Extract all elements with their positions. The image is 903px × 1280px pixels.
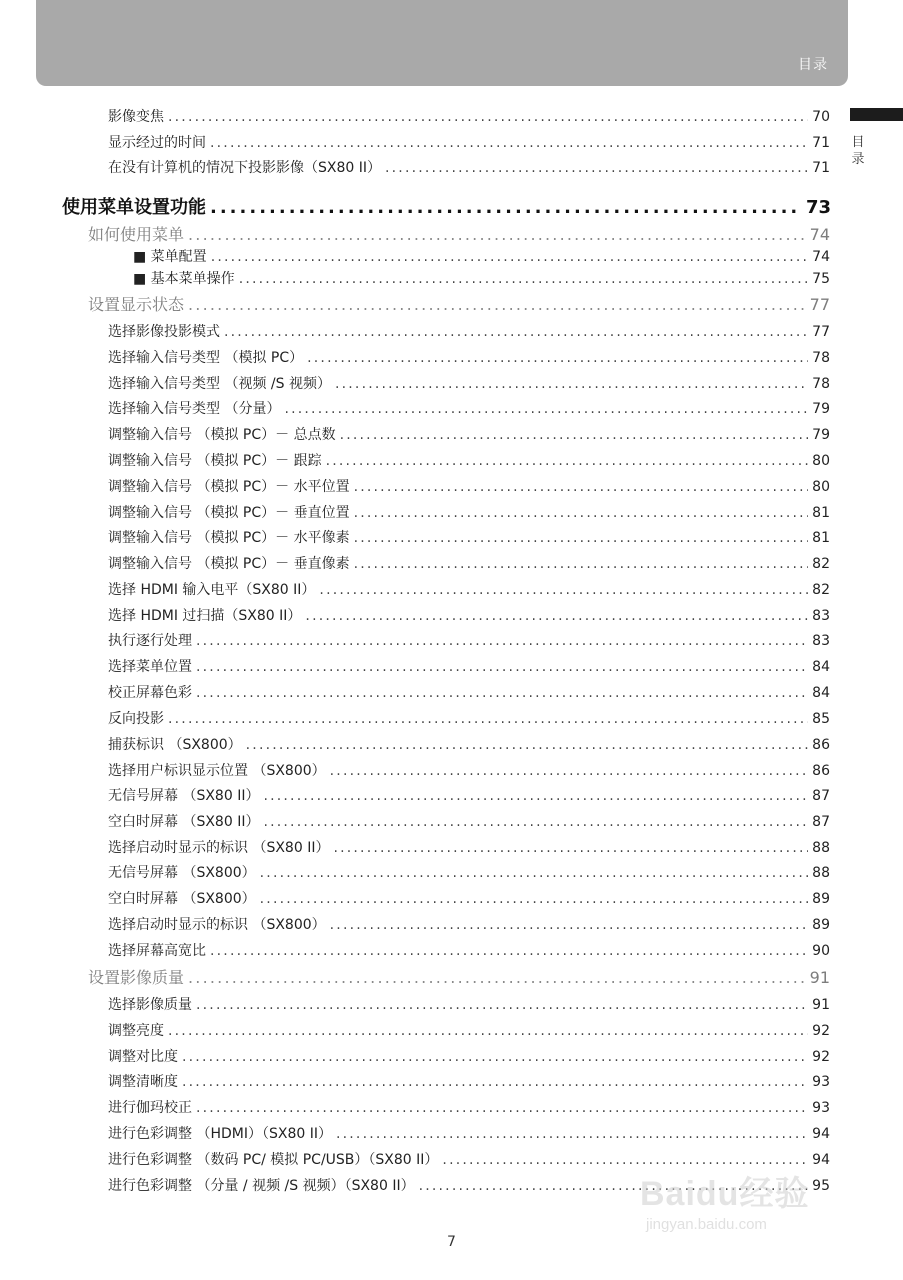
toc-entry-title: 选择影像质量	[108, 997, 192, 1013]
toc-sub-row[interactable]	[133, 246, 830, 266]
toc-entry-title: 调整输入信号 （模拟 PC）－ 水平像素	[108, 530, 350, 546]
toc-item-row[interactable]	[108, 347, 830, 367]
toc-item-row[interactable]	[108, 1020, 830, 1040]
toc-item-row[interactable]	[108, 630, 830, 650]
side-tab-bar	[850, 108, 903, 121]
toc-dot-leader	[196, 633, 808, 649]
toc-dot-leader	[196, 685, 808, 701]
toc-entry-page: 93	[812, 1100, 830, 1116]
toc-entry-title: 校正屏幕色彩	[108, 685, 192, 701]
baidu-watermark	[640, 1148, 850, 1248]
toc-dot-leader	[182, 1074, 808, 1090]
toc-item-row[interactable]	[108, 994, 830, 1014]
toc-entry-title: 选择输入信号类型 （分量）	[108, 401, 281, 417]
toc-entry-title: 捕获标识 （SX800）	[108, 737, 242, 753]
toc-dot-leader	[354, 505, 809, 521]
toc-entry-page: 77	[812, 324, 830, 340]
toc-entry-title: 调整输入信号 （模拟 PC）－ 总点数	[108, 427, 336, 443]
toc-entry-page: 83	[812, 608, 830, 624]
toc-entry-page: 77	[809, 295, 830, 314]
toc-entry-page: 79	[812, 401, 830, 417]
toc-item-row[interactable]	[108, 579, 830, 599]
toc-entry-title: 选择影像投影模式	[108, 324, 220, 340]
toc-entry-title: 调整输入信号 （模拟 PC）－ 垂直位置	[108, 505, 350, 521]
toc-dot-leader	[260, 865, 809, 881]
toc-entry-page: 84	[812, 685, 830, 701]
toc-entry-page: 79	[812, 427, 830, 443]
toc-dot-leader	[340, 427, 809, 443]
toc-entry-title: 使用菜单设置功能	[62, 197, 206, 218]
toc-entry-page: 80	[812, 453, 830, 469]
toc-item-row[interactable]	[108, 605, 830, 625]
toc-entry-page: 70	[812, 109, 830, 125]
toc-dot-leader	[333, 840, 808, 856]
toc-dot-leader	[188, 968, 806, 987]
toc-entry-page: 87	[812, 788, 830, 804]
watermark-logo: Baidu经验	[640, 1175, 810, 1213]
toc-entry-page: 78	[812, 350, 830, 366]
toc-entry-title: 调整清晰度	[108, 1074, 178, 1090]
toc-entry-page: 73	[805, 197, 831, 218]
toc-entry-page: 92	[812, 1023, 830, 1039]
toc-section-row[interactable]	[88, 222, 830, 244]
toc-entry-title: ■ 菜单配置	[133, 249, 207, 265]
toc-entry-title: 无信号屏幕 （SX800）	[108, 865, 256, 881]
toc-item-row[interactable]	[108, 708, 830, 728]
toc-entry-title: 进行色彩调整 （数码 PC/ 模拟 PC/USB）（SX80 II）	[108, 1152, 439, 1168]
toc-item-row[interactable]	[108, 734, 830, 754]
toc-entry-page: 90	[812, 943, 830, 959]
toc-item-row[interactable]	[108, 1123, 830, 1143]
toc-item-row[interactable]	[108, 785, 830, 805]
toc-entry-title: 选择输入信号类型 （视频 /S 视频）	[108, 376, 331, 392]
toc-dot-leader	[326, 453, 809, 469]
toc-entry-title: 反向投影	[108, 711, 164, 727]
toc-item-row[interactable]	[108, 398, 830, 418]
toc-dot-leader	[330, 917, 809, 933]
toc-entry-title: 选择 HDMI 过扫描（SX80 II）	[108, 608, 302, 624]
toc-item-row[interactable]	[108, 132, 830, 152]
toc-entry-page: 89	[812, 917, 830, 933]
toc-section-row[interactable]	[88, 965, 830, 987]
toc-entry-title: 选择启动时显示的标识 （SX800）	[108, 917, 326, 933]
toc-entry-page: 82	[812, 556, 830, 572]
toc-item-row[interactable]	[108, 914, 830, 934]
toc-entry-title: 执行逐行处理	[108, 633, 192, 649]
toc-dot-leader	[385, 160, 808, 176]
toc-entry-title: 设置影像质量	[88, 968, 185, 987]
toc-item-row[interactable]	[108, 940, 830, 960]
toc-item-row[interactable]	[108, 106, 830, 126]
toc-item-row[interactable]	[108, 682, 830, 702]
toc-entry-page: 71	[812, 160, 830, 176]
toc-entry-title: 选择 HDMI 输入电平（SX80 II）	[108, 582, 316, 598]
toc-entry-page: 89	[812, 891, 830, 907]
toc-entry-page: 92	[812, 1049, 830, 1065]
toc-entry-page: 91	[809, 968, 830, 987]
toc-entry-page: 88	[812, 840, 830, 856]
toc-dot-leader	[246, 737, 809, 753]
toc-entry-title: 如何使用菜单	[88, 225, 185, 244]
toc-entry-title: 设置显示状态	[88, 295, 185, 314]
toc-entry-title: 无信号屏幕 （SX80 II）	[108, 788, 260, 804]
toc-item-row[interactable]	[108, 476, 830, 496]
toc-entry-title: 空白时屏幕 （SX800）	[108, 891, 256, 907]
toc-dot-leader	[354, 530, 809, 546]
toc-item-row[interactable]	[108, 1046, 830, 1066]
toc-entry-page: 87	[812, 814, 830, 830]
side-tab-label: 目录	[851, 135, 865, 167]
toc-dot-leader	[196, 659, 808, 675]
toc-dot-leader	[263, 814, 808, 830]
toc-item-row[interactable]	[108, 1071, 830, 1091]
toc-section-row[interactable]	[88, 292, 830, 314]
toc-chapter-row[interactable]	[62, 193, 831, 219]
toc-entry-page: 84	[812, 659, 830, 675]
toc-dot-leader	[260, 891, 809, 907]
toc-item-row[interactable]	[108, 502, 830, 522]
toc-dot-leader	[210, 197, 802, 218]
toc-item-row[interactable]	[108, 424, 830, 444]
toc-entry-page: 81	[812, 505, 830, 521]
toc-dot-leader	[319, 582, 808, 598]
toc-item-row[interactable]	[108, 656, 830, 676]
header-label: 目录	[798, 57, 828, 73]
toc-dot-leader	[330, 763, 809, 779]
toc-item-row[interactable]	[108, 527, 830, 547]
toc-dot-leader	[239, 271, 808, 287]
toc-entry-title: 选择输入信号类型 （模拟 PC）	[108, 350, 304, 366]
toc-dot-leader	[284, 401, 808, 417]
toc-entry-page: 88	[812, 865, 830, 881]
toc-entry-page: 83	[812, 633, 830, 649]
toc-entry-title: 进行色彩调整 （分量 / 视频 /S 视频）（SX80 II）	[108, 1178, 415, 1194]
toc-entry-page: 86	[812, 763, 830, 779]
toc-item-row[interactable]	[108, 811, 830, 831]
toc-dot-leader	[196, 1100, 808, 1116]
toc-dot-leader	[263, 788, 808, 804]
toc-item-row[interactable]	[108, 450, 830, 470]
toc-entry-page: 74	[812, 249, 830, 265]
toc-dot-leader	[354, 556, 809, 572]
toc-dot-leader	[307, 350, 808, 366]
toc-dot-leader	[210, 943, 808, 959]
toc-dot-leader	[210, 135, 808, 151]
toc-entry-page: 94	[812, 1126, 830, 1142]
toc-entry-title: 进行色彩调整 （HDMI）（SX80 II）	[108, 1126, 332, 1142]
toc-entry-page: 95	[812, 1178, 830, 1194]
toc-dot-leader	[188, 225, 806, 244]
toc-entry-page: 94	[812, 1152, 830, 1168]
toc-item-row[interactable]	[108, 837, 830, 857]
toc-dot-leader	[196, 997, 808, 1013]
toc-entry-title: 选择启动时显示的标识 （SX80 II）	[108, 840, 330, 856]
toc-item-row[interactable]	[108, 553, 830, 573]
toc-dot-leader	[211, 249, 808, 265]
toc-item-row[interactable]	[108, 321, 830, 341]
toc-entry-page: 75	[812, 271, 830, 287]
toc-entry-title: 进行伽玛校正	[108, 1100, 192, 1116]
toc-entry-title: 空白时屏幕 （SX80 II）	[108, 814, 260, 830]
page-number: 7	[447, 1234, 456, 1250]
toc-dot-leader	[168, 1023, 808, 1039]
toc-entry-page: 71	[812, 135, 830, 151]
toc-dot-leader	[182, 1049, 808, 1065]
toc-item-row[interactable]	[108, 760, 830, 780]
toc-entry-title: 调整输入信号 （模拟 PC）－ 跟踪	[108, 453, 322, 469]
toc-entry-title: 选择用户标识显示位置 （SX800）	[108, 763, 326, 779]
toc-entry-title: 调整亮度	[108, 1023, 164, 1039]
watermark-url: jingyan.baidu.com	[646, 1216, 767, 1233]
toc-entry-title: 调整输入信号 （模拟 PC）－ 水平位置	[108, 479, 350, 495]
toc-dot-leader	[354, 479, 809, 495]
toc-dot-leader	[224, 324, 808, 340]
toc-entry-title: 显示经过的时间	[108, 135, 206, 151]
toc-dot-leader	[168, 711, 808, 727]
toc-entry-title: 调整对比度	[108, 1049, 178, 1065]
toc-entry-page: 85	[812, 711, 830, 727]
toc-entry-page: 86	[812, 737, 830, 753]
toc-entry-page: 81	[812, 530, 830, 546]
toc-entry-title: 影像变焦	[108, 109, 164, 125]
toc-entry-title: 调整输入信号 （模拟 PC）－ 垂直像素	[108, 556, 350, 572]
toc-entry-page: 80	[812, 479, 830, 495]
toc-dot-leader	[335, 376, 808, 392]
toc-entry-page: 91	[812, 997, 830, 1013]
toc-entry-title: 选择屏幕高宽比	[108, 943, 206, 959]
toc-item-row[interactable]	[108, 157, 830, 177]
toc-entry-page: 78	[812, 376, 830, 392]
toc-entry-page: 93	[812, 1074, 830, 1090]
toc-item-row[interactable]	[108, 1097, 830, 1117]
toc-item-row[interactable]	[108, 888, 830, 908]
toc-entry-page: 74	[809, 225, 830, 244]
toc-dot-leader	[336, 1126, 808, 1142]
toc-dot-leader	[168, 109, 808, 125]
toc-entry-page: 82	[812, 582, 830, 598]
header-bar	[36, 0, 848, 86]
toc-dot-leader	[305, 608, 808, 624]
toc-item-row[interactable]	[108, 862, 830, 882]
toc-sub-row[interactable]	[133, 268, 830, 288]
toc-item-row[interactable]	[108, 373, 830, 393]
toc-entry-title: 在没有计算机的情况下投影影像（SX80 II）	[108, 160, 381, 176]
toc-entry-title: 选择菜单位置	[108, 659, 192, 675]
toc-entry-title: ■ 基本菜单操作	[133, 271, 235, 287]
toc-dot-leader	[188, 295, 806, 314]
